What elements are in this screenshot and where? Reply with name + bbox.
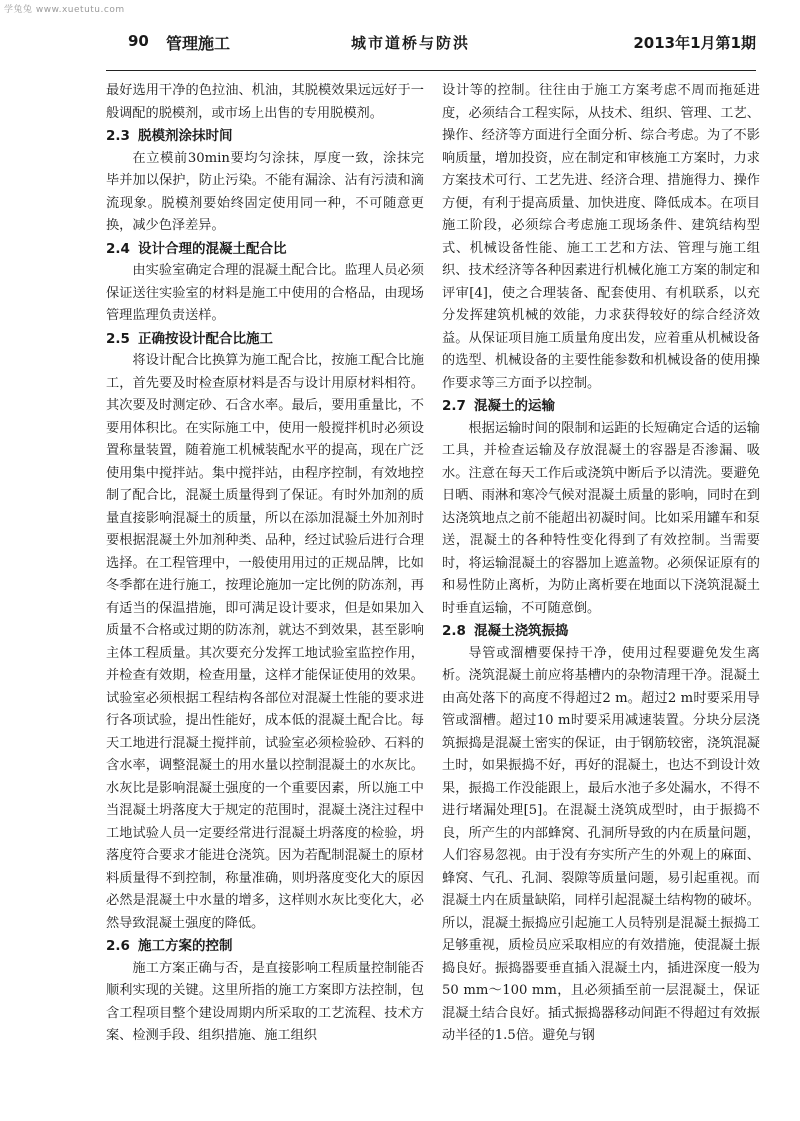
- section-heading: [106, 328, 424, 351]
- paragraph: 施工方案正确与否，是直接影响工程质量控制能否顺利实现的关键。这里所指的施工方案即方法控制，包含工程项目整个建设周期内所采取的工艺流程、技术方案、检测手段、组织措施、施工组织: [106, 960, 424, 1043]
- paragraph: 导管或溜槽要保持干净，使用过程要避免发生离析。浇筑混凝土前应将基槽内的杂物清理干净。混凝土由高处落下的高度不得超过2 m。超过2 m时要采用导管或溜槽。超过10 m时要采用减速装置。分块分层浇筑振捣是混凝土密实的保证，由于钢筋较密，浇筑混凝土时，如果振捣不好，再好的混凝土，也达不到设计效果，振捣工作没能跟上，最后水池子多处漏水，不得不进行堵漏处理[5]。在混凝土浇筑成型时，由于振捣不良，所产生的内部蜂窝、孔洞所导致的内在质量问题，人们容易忽视。由于没有夯实所产生的外观上的麻面、蜂窝、气孔、孔洞、裂隙等质量问题，易引起重视。而混凝土内在质量缺陷，同样引起混凝土结构物的破坏。所以，混凝土振捣应引起施工人员特别是混凝土振捣工足够重视，质检员应采取相应的有效措施，使混凝土振捣良好。振捣器要垂直插入混凝土内，插进深度一般为50 mm～100 mm，且必须插至前一层混凝土，保证混凝土结合良好。插式振捣器移动间距不得超过有效振动半径的1.5倍。避免与钢: [442, 645, 760, 1043]
- section-title: 正确按设计配合比施工: [138, 330, 274, 347]
- page-header: [106, 30, 756, 71]
- section-heading: [442, 395, 760, 418]
- section-heading: [106, 125, 424, 148]
- section-title: 混凝土浇筑振捣: [474, 623, 569, 639]
- section-number: 2.8: [442, 623, 466, 639]
- section-number: 2.7: [442, 398, 466, 414]
- paragraph: 由实验室确定合理的混凝土配合比。监理人员必须保证送往实验室的材料是施工中使用的合格品，由现场管理监理负责送样。: [106, 263, 424, 323]
- section-title: 设计合理的混凝土配合比: [138, 240, 287, 257]
- section-heading: [106, 238, 424, 261]
- paragraph: 根据运输时间的限制和运距的长短确定合适的运输工具，并检查运输及存放混凝土的容器是否渗漏、吸水。注意在每天工作后或浇筑中断后予以清洗。要避免日晒、雨淋和寒冷气候对混凝土质量的影响，同时在到达浇筑地点之前不能超出初凝时间。比如采用罐车和泵送，混凝土的各种特性变化得到了有效控制。当需要时，将运输混凝土的容器加上遮盖物。必须保证原有的和易性防止离析，为防止离析要在地面以下浇筑混凝土时垂直运输，不可随意倒。: [442, 420, 760, 616]
- paragraph: 最好选用干净的色拉油、机油，其脱模效果远远好于一般调配的脱模剂，或市场上出售的专用脱模剂。: [106, 83, 424, 121]
- section-name: 管理施工: [166, 34, 231, 53]
- section-number: 2.6: [106, 938, 130, 954]
- journal-title: 城市道桥与防洪: [351, 34, 471, 52]
- issue-info: 2013年1月第1期: [633, 34, 756, 52]
- left-column: [106, 80, 424, 1048]
- paragraph: 将设计配合比换算为施工配合比，按施工配合比施工，首先要及时检查原材料是否与设计用原材料相符。其次要及时测定砂、石含水率。最后，要用重量比，不要用体积比。在实际施工中，使用一般搅拌机时必须设置称量装置，随着施工机械装配水平的提高，现在广泛使用集中搅拌站。集中搅拌站，由程序控制，有效地控制了配合比，混凝土质量得到了保证。有时外加剂的质量直接影响混凝土的质量，所以在添加混凝土外加剂时要根据混凝土外加剂种类、品种，经过试验后进行合理选择。在工程管理中，一般使用用过的正规品牌，比如冬季都在进行施工，按理论施加一定比例的防冻剂，再有适当的保温措施，即可满足设计要求，但是如果加入质量不合格或过期的防冻剂，就达不到效果，甚至影响主体工程质量。其次要充分发挥工地试验室监控作用，并检查有效期，检查用量，这样才能保证使用的效果。试验室必须根据工程结构各部位对混凝土性能的要求进行各项试验，提出性能好，成本低的混凝土配合比。每天工地进行混凝土搅拌前，试验室必须检验砂、石料的含水率，调整混凝土的用水量以控制混凝土的水灰比。水灰比是影响混凝土强度的一个重要因素，所以施工中当混凝土坍落度大于规定的范围时，混凝土浇注过程中工地试验人员一定要经常进行混凝土坍落度的检验，坍落度符合要求才能进仓浇筑。因为若配制混凝土的原材料质量得不到控制，称量准确，则坍落度变化大的原因必然是混凝土中水量的增多，这样则水灰比变化大，必然导致混凝土强度的降低。: [106, 353, 424, 931]
- section-title: 脱模剂涂抹时间: [138, 128, 233, 144]
- paragraph: 在立模前30min要均匀涂抹，厚度一致，涂抹完毕并加以保护，防止污染。不能有漏涂、沾有污渍和滴流现象。脱模剂要始终固定使用同一种，不可随意更换，减少色泽差异。: [106, 150, 424, 233]
- watermark: 学兔兔 www.xuetutu.com: [4, 5, 125, 15]
- section-heading: [442, 620, 760, 643]
- page-number: 90: [128, 32, 149, 50]
- paragraph: 设计等的控制。往往由于施工方案考虑不周而拖延进度，必须结合工程实际，从技术、组织、管理、工艺、操作、经济等方面进行全面分析、综合考虑。为了不影响质量，增加投资，应在制定和审核施工方案时，力求方案技术可行、工艺先进、经济合理、措施得力、操作方便，有利于提高质量、加快进度、降低成本。在项目施工阶段，必须综合考虑施工现场条件、建筑结构型式、机械设备性能、施工工艺和方法、管理与施工组织、技术经济等各种因素进行机械化施工方案的制定和评审[4]，使之合理装备、配套使用、有机联系，以充分发挥建筑机械的效能，力求获得较好的综合经济效益。从保证项目施工质量角度出发，应着重从机械设备的选型、机械设备的主要性能参数和机械设备的使用操作要求等三方面予以控制。: [442, 83, 760, 391]
- section-heading: [106, 935, 424, 958]
- section-number: 2.5: [106, 330, 130, 347]
- section-number: 2.4: [106, 240, 130, 257]
- section-title: 施工方案的控制: [138, 938, 233, 954]
- section-title: 混凝土的运输: [474, 398, 556, 414]
- section-number: 2.3: [106, 128, 130, 144]
- right-column: [442, 80, 760, 1048]
